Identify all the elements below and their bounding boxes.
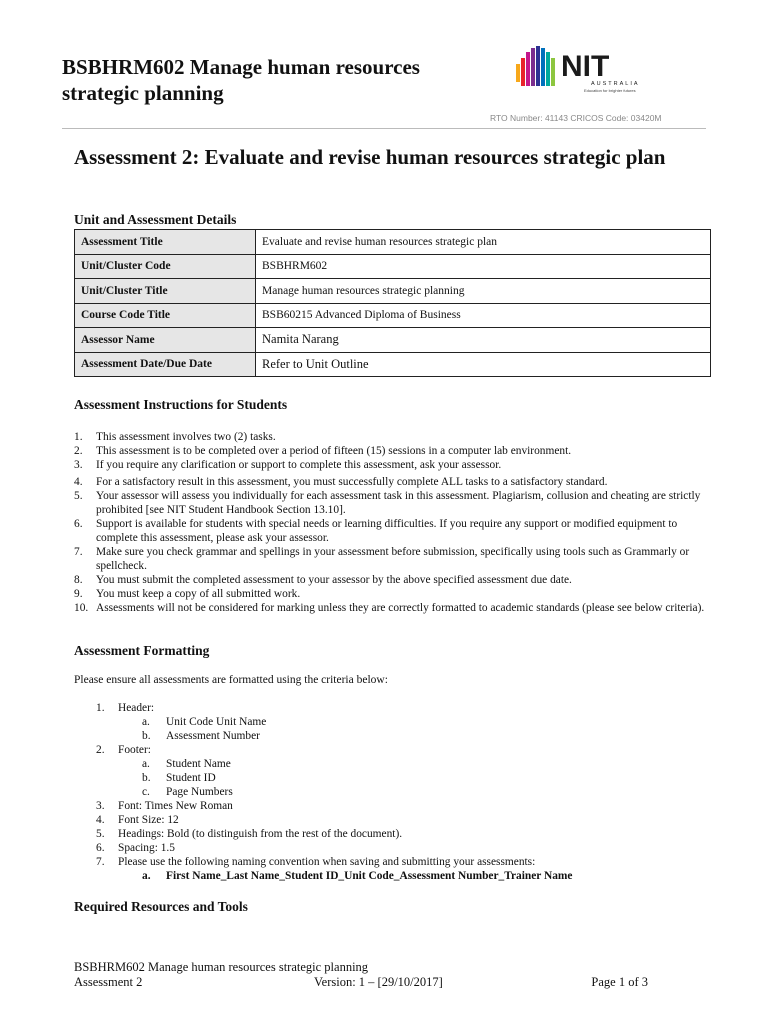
sub-list-item (96, 869, 696, 883)
item-letter: a. (142, 716, 150, 728)
list-item (96, 743, 696, 757)
sub-list-item (96, 757, 696, 771)
item-text: Student Name (166, 758, 231, 770)
formatting-heading: Assessment Formatting (74, 643, 210, 658)
list-item (74, 517, 714, 545)
details-table (74, 229, 711, 377)
item-text: Make sure you check grammar and spellings in your assessment before submission, specifically using tools such as Grammarly or spellcheck. (96, 546, 690, 572)
item-number: 9. (74, 588, 83, 600)
list-item (74, 430, 714, 444)
item-number: 4. (96, 814, 105, 826)
list-item (74, 489, 714, 517)
item-text: Unit Code Unit Name (166, 716, 267, 728)
item-text: Header: (118, 702, 155, 714)
item-number: 1. (74, 431, 83, 443)
table-value: Refer to Unit Outline (256, 352, 711, 377)
table-row (75, 279, 711, 304)
table-value: BSB60215 Advanced Diploma of Business (256, 303, 711, 328)
item-letter: a. (142, 758, 150, 770)
item-text: If you require any clarification or support to complete this assessment, ask your assessor. (96, 459, 502, 471)
item-letter: a. (142, 870, 151, 882)
item-number: 4. (74, 476, 83, 488)
table-label: Unit/Cluster Title (75, 279, 256, 304)
formatting-list (96, 701, 696, 883)
item-text: You must keep a copy of all submitted work. (96, 588, 301, 600)
table-value: BSBHRM602 (256, 254, 711, 279)
formatting-intro: Please ensure all assessments are formatted using the criteria below: (74, 674, 388, 686)
footer-unit: BSBHRM602 Manage human resources strategic planning (74, 960, 369, 974)
list-item (74, 573, 714, 587)
item-number: 8. (74, 574, 83, 586)
list-item (74, 545, 714, 573)
item-number: 10. (74, 602, 89, 614)
item-number: 5. (74, 490, 83, 502)
item-text: This assessment is to be completed over a period of fifteen (15) sessions in a computer lab environment. (96, 445, 572, 457)
footer-page-number: Page 1 of 3 (591, 975, 648, 989)
item-letter: b. (142, 730, 151, 742)
unit-details-heading: Unit and Assessment Details (74, 212, 237, 227)
item-number: 2. (74, 445, 83, 457)
document-title: BSBHRM602 Manage human resources strategic planning (62, 55, 420, 105)
item-text: Your assessor will assess you individually for each assessment task in this assessment. Plagiarism, collusion and cheating are strictly prohibited [see NIT Student Handbook Section 13.10]. (96, 490, 701, 516)
page-footer (74, 960, 654, 990)
item-number: 6. (74, 518, 83, 530)
table-value: Namita Narang (256, 328, 711, 353)
item-text: Footer: (118, 744, 151, 756)
list-item (74, 444, 714, 458)
item-number: 7. (74, 546, 83, 558)
item-letter: c. (142, 786, 150, 798)
instructions-list (74, 430, 714, 615)
header-divider (62, 128, 706, 129)
table-row (75, 303, 711, 328)
table-row (75, 230, 711, 255)
rto-number: RTO Number: 41143 CRICOS Code: 03420M (490, 113, 662, 123)
nit-logo (515, 44, 665, 100)
table-label: Assessor Name (75, 328, 256, 353)
table-row (75, 328, 711, 353)
list-item (96, 841, 696, 855)
list-item (74, 601, 714, 615)
item-number: 6. (96, 842, 105, 854)
resources-heading: Required Resources and Tools (74, 899, 248, 914)
table-label: Unit/Cluster Code (75, 254, 256, 279)
item-text: Assessment Number (166, 730, 260, 742)
item-number: 5. (96, 828, 105, 840)
logo-color-bars-icon (516, 46, 555, 86)
table-label: Assessment Title (75, 230, 256, 255)
list-item (74, 458, 714, 472)
list-item (96, 701, 696, 715)
item-number: 7. (96, 856, 105, 868)
item-text: Support is available for students with special needs or learning difficulties. If you require any support or modified equipment to complete this assessment, please ask your assessor. (96, 518, 678, 544)
item-text: This assessment involves two (2) tasks. (96, 431, 276, 443)
item-number: 1. (96, 702, 105, 714)
sub-list-item (96, 771, 696, 785)
item-text: Assessments will not be considered for marking unless they are correctly formatted to academic standards (please see below criteria). (96, 602, 705, 614)
sub-list-item (96, 715, 696, 729)
item-number: 2. (96, 744, 105, 756)
logo-sub: AUSTRALIA (591, 81, 640, 87)
item-text: Page Numbers (166, 786, 233, 798)
item-number: 3. (96, 800, 105, 812)
list-item (74, 475, 714, 489)
list-item (96, 855, 696, 869)
table-label: Assessment Date/Due Date (75, 352, 256, 377)
item-text: Student ID (166, 772, 216, 784)
item-text: First Name_Last Name_Student ID_Unit Code_Assessment Number_Trainer Name (166, 870, 573, 882)
list-item (96, 813, 696, 827)
logo-tagline: Education for brighter futures (584, 88, 636, 93)
item-text: You must submit the completed assessment to your assessor by the above specified assessment due date. (96, 574, 572, 586)
item-letter: b. (142, 772, 151, 784)
sub-list-item (96, 729, 696, 743)
list-item (96, 799, 696, 813)
list-item (74, 587, 714, 601)
item-number: 3. (74, 459, 83, 471)
item-text: Font Size: 12 (118, 814, 179, 826)
item-text: For a satisfactory result in this assessment, you must successfully complete ALL tasks to a satisfactory standard. (96, 476, 608, 488)
table-row (75, 352, 711, 377)
item-text: Please use the following naming convention when saving and submitting your assessments: (118, 856, 536, 868)
table-value: Manage human resources strategic planning (256, 279, 711, 304)
logo-text: NIT (561, 50, 610, 83)
assessment-title: Assessment 2: Evaluate and revise human resources strategic plan (74, 145, 666, 169)
item-text: Font: Times New Roman (118, 800, 233, 812)
item-text: Headings: Bold (to distinguish from the rest of the document). (118, 828, 403, 840)
item-text: Spacing: 1.5 (118, 842, 175, 854)
table-row (75, 254, 711, 279)
footer-version: Version: 1 – [29/10/2017] (314, 975, 443, 989)
instructions-heading: Assessment Instructions for Students (74, 397, 288, 412)
footer-assessment: Assessment 2 (74, 975, 143, 989)
table-value: Evaluate and revise human resources strategic plan (256, 230, 711, 255)
sub-list-item (96, 785, 696, 799)
table-label: Course Code Title (75, 303, 256, 328)
list-item (96, 827, 696, 841)
